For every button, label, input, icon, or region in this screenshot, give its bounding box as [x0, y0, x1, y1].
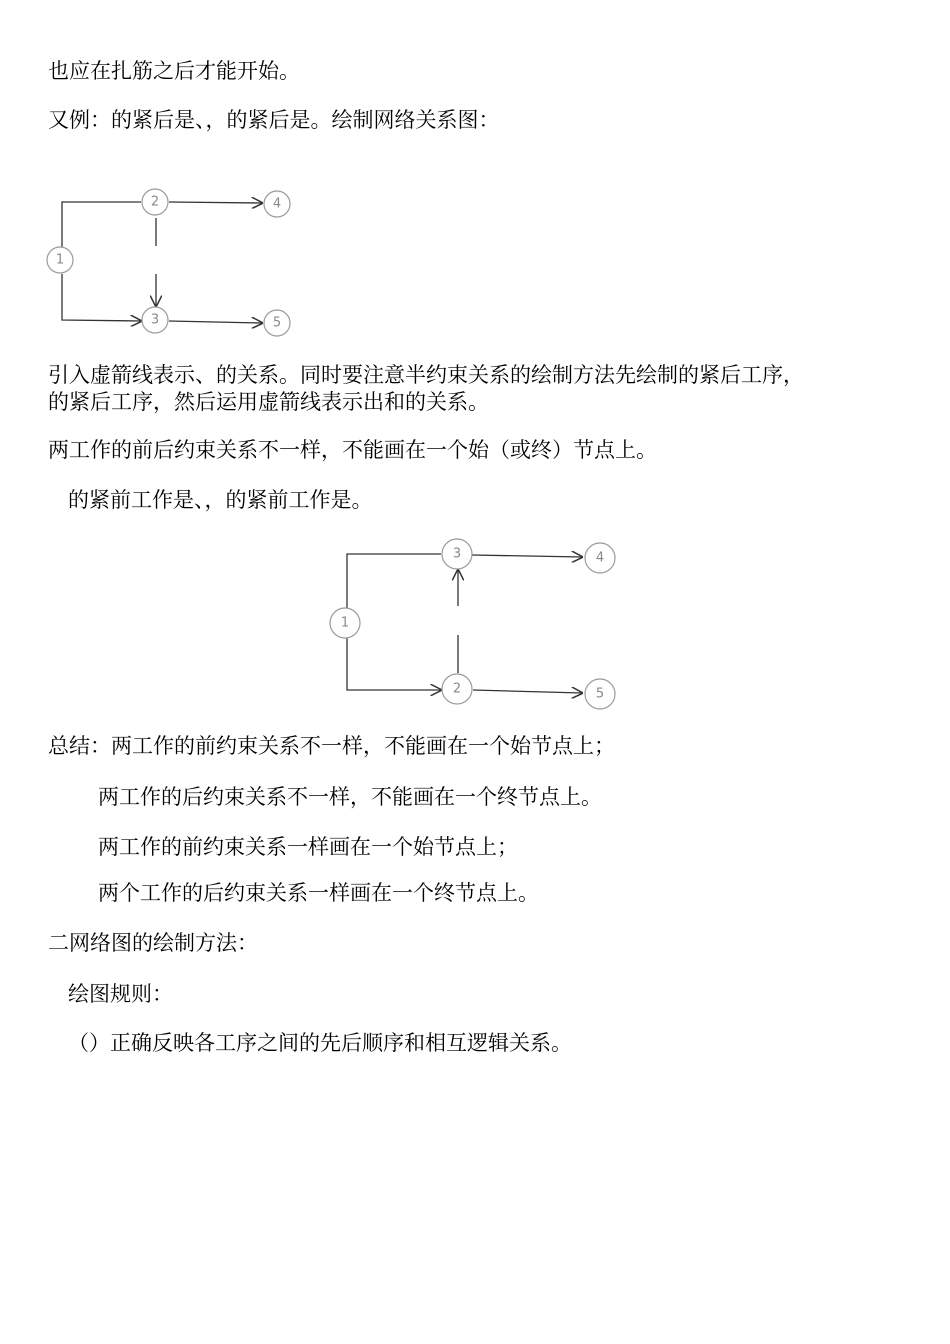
arrow-3-5: [169, 321, 262, 323]
text-line-12: 绘图规则：: [68, 982, 173, 1006]
svg-text:5: 5: [272, 315, 282, 331]
arrow-3-4: [472, 555, 582, 557]
node-4: [585, 543, 615, 573]
node-5: [585, 679, 615, 709]
node-1: [47, 247, 73, 273]
svg-text:1: 1: [340, 615, 350, 631]
svg-text:5: 5: [595, 686, 605, 702]
text-line-8: 两工作的后约束关系不一样，不能画在一个终节点上。: [98, 785, 602, 809]
network-diagram-2: [320, 530, 630, 720]
arrow-1-2: [62, 202, 141, 248]
text-line-6: 的紧前工作是、，的紧前工作是。: [68, 488, 373, 512]
node-2: [442, 674, 472, 704]
svg-text:3: 3: [452, 546, 462, 562]
text-line-7: 总结：两工作的前约束关系不一样，不能画在一个始节点上；: [48, 734, 615, 758]
network-diagram-1: [40, 178, 310, 348]
arrow-1-2: [347, 637, 441, 690]
text-line-2: 又例：的紧后是、，的紧后是。绘制网络关系图：: [48, 108, 500, 132]
arrow-2-5: [473, 690, 582, 693]
node-4: [264, 191, 290, 217]
text-line-4: 的紧后工序，然后运用虚箭线表示出和的关系。: [48, 390, 489, 414]
text-line-13: （）正确反映各工序之间的先后顺序和相互逻辑关系。: [68, 1031, 572, 1055]
node-3: [142, 307, 168, 333]
text-line-5: 两工作的前后约束关系不一样，不能画在一个始（或终）节点上。: [48, 438, 657, 462]
arrow-2-4: [169, 202, 262, 203]
svg-text:2: 2: [150, 194, 160, 210]
node-1: [330, 608, 360, 638]
svg-text:2: 2: [452, 681, 462, 697]
svg-text:4: 4: [595, 550, 605, 566]
node-3: [442, 539, 472, 569]
arrow-1-3: [347, 554, 441, 610]
node-2: [142, 189, 168, 215]
svg-text:3: 3: [150, 312, 160, 328]
svg-text:1: 1: [55, 252, 65, 268]
section-heading: 二网络图的绘制方法：: [48, 931, 258, 955]
text-line-9: 两工作的前约束关系一样画在一个始节点上；: [98, 835, 518, 859]
text-line-10: 两个工作的后约束关系一样画在一个终节点上。: [98, 881, 539, 905]
text-line-1: 也应在扎筋之后才能开始。: [48, 59, 300, 83]
arrow-1-3: [62, 274, 141, 321]
svg-text:4: 4: [272, 196, 282, 212]
text-line-3: 引入虚箭线表示、的关系。同时要注意半约束关系的绘制方法先绘制的紧后工序，: [48, 363, 804, 387]
node-5: [264, 310, 290, 336]
